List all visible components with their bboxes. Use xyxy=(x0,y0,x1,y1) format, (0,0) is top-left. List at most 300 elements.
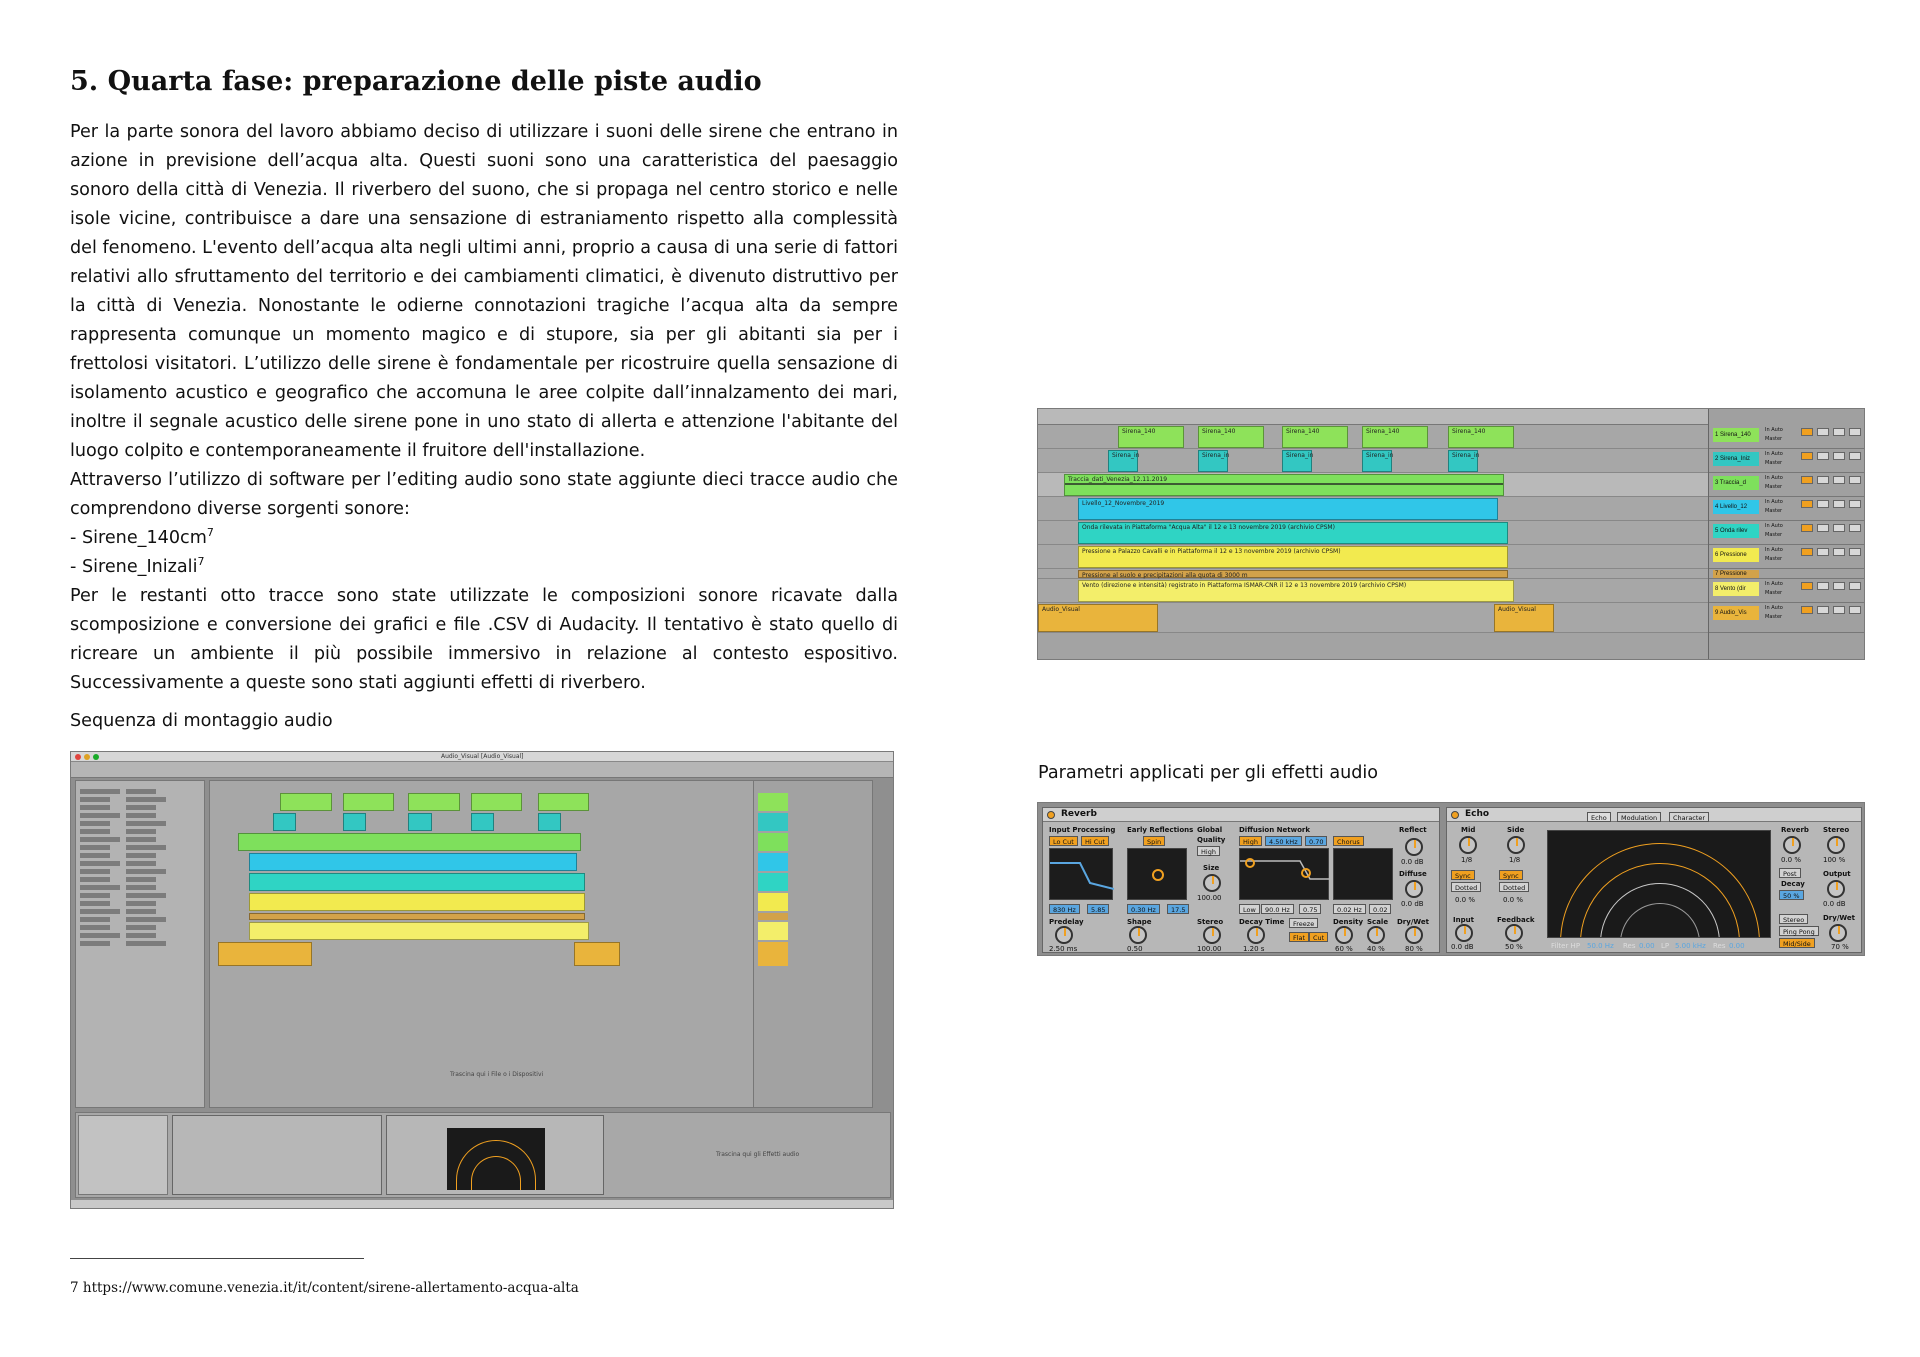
mixer-track xyxy=(1709,521,1865,545)
mini-reverb[interactable] xyxy=(172,1115,382,1195)
browser-item[interactable] xyxy=(126,901,156,906)
input-filter-display[interactable] xyxy=(1049,848,1113,900)
label-feedback: Feedback xyxy=(1497,916,1535,924)
filter-curve-icon xyxy=(1050,849,1114,901)
mixer-track-name[interactable]: 6 Pressione xyxy=(1713,548,1759,562)
audio-clip[interactable] xyxy=(343,793,394,811)
track-lane xyxy=(1038,545,1708,569)
mixer-input-label[interactable]: In Auto xyxy=(1765,499,1783,505)
side-knob[interactable] xyxy=(1507,836,1525,854)
label-diffuse: Diffuse xyxy=(1399,870,1427,878)
mixer-control[interactable] xyxy=(1833,606,1845,614)
mixer-track xyxy=(1709,497,1865,521)
arrangement-tracks xyxy=(1038,425,1708,660)
mixer-track-chip[interactable] xyxy=(758,922,788,940)
mixer-control[interactable] xyxy=(1849,524,1861,532)
label-decay-time: Decay Time xyxy=(1239,918,1285,926)
browser-item[interactable] xyxy=(126,909,156,914)
mixer-input-label[interactable]: In Auto xyxy=(1765,427,1783,433)
close-icon[interactable] xyxy=(75,754,81,760)
mixer-track-name[interactable]: 2 Sirena_Iniz xyxy=(1713,452,1759,466)
dry-wet-value: 80 % xyxy=(1405,945,1423,953)
mixer-control[interactable] xyxy=(1801,476,1813,484)
mixer-track-chip[interactable] xyxy=(758,913,788,920)
audio-clip[interactable] xyxy=(249,922,589,940)
audio-clip[interactable] xyxy=(1038,604,1158,632)
browser-item[interactable] xyxy=(126,845,166,850)
mixer-input-label[interactable]: In Auto xyxy=(1765,451,1783,457)
res-value[interactable]: 0.00 xyxy=(1639,942,1655,950)
browser-item[interactable] xyxy=(126,925,156,930)
chorus-button[interactable]: Chorus xyxy=(1333,836,1364,846)
predelay-knob[interactable] xyxy=(1055,926,1073,944)
minimize-icon[interactable] xyxy=(84,754,90,760)
label-output: Output xyxy=(1823,870,1851,878)
mid-sync-button[interactable]: Sync xyxy=(1451,870,1475,880)
paragraph-remaining: Per le restanti otto tracce sono state utilizzate le composizioni sonore ricavate dalla scomposizione e conversione dei grafici e file .CSV di Audacity. Il tentativo è stato quello di ricreare un ambiente il più possibile immersivo in relazione al contesto espositivo. Successivamente a queste sono stati aggiunti effetti di riverbero. xyxy=(70,586,898,693)
browser-item[interactable] xyxy=(80,789,120,794)
track-lane xyxy=(1038,425,1708,449)
audio-clip[interactable] xyxy=(343,813,366,831)
mixer-output-label[interactable]: Master xyxy=(1765,556,1783,562)
tab-character[interactable]: Character xyxy=(1669,812,1709,822)
tab-echo[interactable]: Echo xyxy=(1587,812,1611,822)
mixer-control[interactable] xyxy=(1817,476,1829,484)
browser-panel xyxy=(75,780,205,1108)
arrangement-screenshot xyxy=(1037,408,1865,660)
browser-item[interactable] xyxy=(126,885,156,890)
mixer-track-name[interactable]: 4 Livello_12 xyxy=(1713,500,1759,514)
browser-item[interactable] xyxy=(80,893,110,898)
flat-button[interactable]: Flat xyxy=(1289,932,1309,942)
browser-item[interactable] xyxy=(126,789,156,794)
clip-name: Pressione a Palazzo Cavalli e in Piattaforma il 12 e 13 novembre 2019 (archivio CPSM) xyxy=(1082,548,1341,555)
low-freq-field[interactable]: 90.0 Hz xyxy=(1261,904,1294,914)
mixer-control[interactable] xyxy=(1801,548,1813,556)
footnote-divider xyxy=(70,1258,364,1259)
shape-knob[interactable] xyxy=(1129,926,1147,944)
mixer-output-label[interactable]: Master xyxy=(1765,614,1783,620)
label-predelay: Predelay xyxy=(1049,918,1084,926)
side-sync-button[interactable]: Sync xyxy=(1499,870,1523,880)
side-mode-select[interactable]: Dotted xyxy=(1499,882,1529,892)
echo-device xyxy=(1446,807,1862,953)
reflect-value: 0.0 dB xyxy=(1401,858,1424,866)
audio-clip[interactable] xyxy=(249,873,584,891)
clip-name: Pressione al suolo e precipitazioni alla quota di 3000 m xyxy=(1082,572,1248,579)
stereo-knob[interactable] xyxy=(1827,836,1845,854)
drop-hint: Trascina qui i File o i Dispositivi xyxy=(450,1071,544,1078)
audio-clip[interactable] xyxy=(1448,450,1478,472)
mixer-track xyxy=(1709,603,1865,633)
audio-clip[interactable] xyxy=(1282,450,1312,472)
effects-drop-hint: Trascina qui gli Effetti audio xyxy=(716,1151,800,1158)
early-reflections-display[interactable] xyxy=(1127,848,1187,900)
mixer-control[interactable] xyxy=(1849,428,1861,436)
diffusion-display[interactable] xyxy=(1239,848,1329,900)
density-knob[interactable] xyxy=(1335,926,1353,944)
mixer-control[interactable] xyxy=(1833,428,1845,436)
audio-clip[interactable] xyxy=(273,813,296,831)
browser-item[interactable] xyxy=(126,869,166,874)
mixer-track-chip[interactable] xyxy=(758,942,788,966)
browser-item[interactable] xyxy=(126,829,156,834)
decay-time-value: 1.20 s xyxy=(1243,945,1265,953)
scale-knob[interactable] xyxy=(1367,926,1385,944)
power-icon[interactable] xyxy=(1451,811,1459,819)
mixer-control[interactable] xyxy=(1833,524,1845,532)
mixer-control[interactable] xyxy=(1849,476,1861,484)
dry-wet-knob[interactable] xyxy=(1405,926,1423,944)
track-lane xyxy=(1038,603,1708,633)
mixer-control[interactable] xyxy=(1849,452,1861,460)
browser-item[interactable] xyxy=(80,861,120,866)
chorus-amount-field[interactable]: 0.02 xyxy=(1369,904,1391,914)
label-density: Density xyxy=(1333,918,1364,926)
browser-item[interactable] xyxy=(126,933,156,938)
label-reflect: Reflect xyxy=(1399,826,1427,834)
output-value: 0.0 dB xyxy=(1823,900,1846,908)
browser-item[interactable] xyxy=(126,917,166,922)
label-scale: Scale xyxy=(1367,918,1389,926)
audio-clip[interactable] xyxy=(1108,450,1138,472)
echo-visualizer[interactable] xyxy=(1547,830,1771,938)
browser-item[interactable] xyxy=(80,933,120,938)
browser-item[interactable] xyxy=(126,813,156,818)
size-knob[interactable] xyxy=(1203,874,1221,892)
audio-clip[interactable] xyxy=(218,942,312,966)
er-freq-field[interactable]: 0.30 Hz xyxy=(1127,904,1160,914)
footnote-ref: 7 xyxy=(197,555,205,569)
audio-clip[interactable] xyxy=(408,793,459,811)
mid-mode-select[interactable]: Dotted xyxy=(1451,882,1481,892)
maximize-icon[interactable] xyxy=(93,754,99,760)
clip-name: Livello_12_Novembre_2019 xyxy=(1082,500,1165,507)
browser-item[interactable] xyxy=(126,797,166,802)
audio-clip[interactable] xyxy=(1362,450,1392,472)
browser-item[interactable] xyxy=(80,821,110,826)
audio-clip[interactable] xyxy=(1064,474,1504,496)
mixer-control[interactable] xyxy=(1833,500,1845,508)
mid-knob[interactable] xyxy=(1459,836,1477,854)
dry-wet-knob[interactable] xyxy=(1829,924,1847,942)
stereo-knob[interactable] xyxy=(1203,926,1221,944)
footnote: 7 https://www.comune.venezia.it/it/content/sirene-allertamento-acqua-alta xyxy=(70,1280,579,1296)
input-freq-field[interactable]: 830 Hz xyxy=(1049,904,1080,914)
mixer-input-label[interactable]: In Auto xyxy=(1765,523,1783,529)
audio-clip[interactable] xyxy=(538,813,561,831)
track-lane xyxy=(1038,449,1708,473)
browser-item[interactable] xyxy=(126,821,166,826)
cut-button[interactable]: Cut xyxy=(1309,932,1328,942)
mixer-control[interactable] xyxy=(1801,500,1813,508)
audio-clip[interactable] xyxy=(1198,426,1264,448)
shape-value: 0.50 xyxy=(1127,945,1143,953)
reverb-knob[interactable] xyxy=(1783,836,1801,854)
label-input: Input xyxy=(1453,916,1474,924)
mixer-control[interactable] xyxy=(1833,476,1845,484)
label-mid: Mid xyxy=(1461,826,1476,834)
mixer-track-name[interactable]: 1 Sirena_140 xyxy=(1713,428,1759,442)
mixer-control[interactable] xyxy=(1817,548,1829,556)
mixer-track-name[interactable]: 3 Traccia_d xyxy=(1713,476,1759,490)
high-amount-field[interactable]: 0.70 xyxy=(1305,836,1327,846)
mixer-control[interactable] xyxy=(1849,548,1861,556)
mixer-track xyxy=(1709,473,1865,497)
audio-clip[interactable] xyxy=(1078,498,1498,520)
list-item-text: - Sirene_Inizali xyxy=(70,557,198,577)
audio-clip[interactable] xyxy=(1078,546,1508,568)
caption-audio-effects: Parametri applicati per gli effetti audio xyxy=(1038,763,1379,783)
body-text xyxy=(70,118,898,698)
audio-clip[interactable] xyxy=(1198,450,1228,472)
mixer-input-label[interactable]: In Auto xyxy=(1765,605,1783,611)
reverb-device xyxy=(1042,807,1440,953)
clip-name: Onda rilevata in Piattaforma "Acqua Alta" il 12 e 13 novembre 2019 (archivio CPSM) xyxy=(1082,524,1335,531)
waveform xyxy=(1065,483,1503,485)
res2-value[interactable]: 0.00 xyxy=(1729,942,1745,950)
browser-item[interactable] xyxy=(80,909,120,914)
er-amount-field[interactable]: 17.5 xyxy=(1167,904,1189,914)
audio-clip[interactable] xyxy=(1362,426,1428,448)
browser-item[interactable] xyxy=(80,829,110,834)
label-size: Size xyxy=(1203,864,1220,872)
browser-item[interactable] xyxy=(126,877,156,882)
mixer-control[interactable] xyxy=(1801,428,1813,436)
mixer-control[interactable] xyxy=(1849,606,1861,614)
audio-clip[interactable] xyxy=(1448,426,1514,448)
res-label: Res xyxy=(1623,942,1636,950)
audio-clip[interactable] xyxy=(238,833,581,851)
browser-item[interactable] xyxy=(126,853,156,858)
browser-item[interactable] xyxy=(80,877,110,882)
reflect-knob[interactable] xyxy=(1405,838,1423,856)
mixer-input-label[interactable]: In Auto xyxy=(1765,475,1783,481)
spin-button[interactable]: Spin xyxy=(1143,836,1165,846)
mid-side-button[interactable]: Mid/Side xyxy=(1779,938,1815,948)
browser-item[interactable] xyxy=(80,805,110,810)
mixer-output-label[interactable]: Master xyxy=(1765,590,1783,596)
mixer-control[interactable] xyxy=(1801,524,1813,532)
clip-name: Audio_Visual xyxy=(1498,606,1536,613)
mixer-output-label[interactable]: Master xyxy=(1765,484,1783,490)
list-item xyxy=(70,524,898,553)
audio-clip[interactable] xyxy=(1282,426,1348,448)
ping-pong-button[interactable]: Ping Pong xyxy=(1779,926,1819,936)
track-lane xyxy=(1038,497,1708,521)
stereo-value: 100.00 xyxy=(1197,945,1222,953)
mixer-track-name[interactable]: 7 Pressione xyxy=(1713,570,1759,578)
paragraph-intro: Per la parte sonora del lavoro abbiamo deciso di utilizzare i suoni delle sirene che entrano in azione in previsione dell’acqua alta. Questi suoni sono una caratteristica del paesaggio sonoro della città di Venezia. Il riverbero del suono, che si propaga nel centro storico e nelle isole vicine, contribuisce a dare una sensazione di estraniamento rispetto alla complessità del fenomeno. L'evento dell’acqua alta negli ultimi anni, proprio a causa di una serie di fattori relativi allo sfruttamento del territorio e dei cambiamenti climatici, è divenuto distruttivo per la città di Venezia. Nonostante le odierne connotazioni tragiche l’acqua alta da sempre rappresenta comunque un momento magico e di stupore, sia per gli abitanti sia per i frettolosi visitatori. L’utilizzo delle sirene è fondamentale per ricostruire quella sensazione di isolamento acustico e geografico che accomuna le aree colpite dall’innalzamento dei mari, inoltre il segnale acustico delle sirene pone in uno stato di allerta e attenzione l'abitante del luogo colpito e contemporaneamente il fruitore dell'installazione. xyxy=(70,122,898,461)
mixer-track-chip[interactable] xyxy=(758,853,788,871)
mixer-control[interactable] xyxy=(1833,582,1845,590)
mixer-input-label[interactable]: In Auto xyxy=(1765,547,1783,553)
clip-name: Sirena_in xyxy=(1202,452,1230,459)
audio-clip[interactable] xyxy=(471,813,494,831)
transport-bar xyxy=(71,762,894,778)
label-stereo: Stereo xyxy=(1823,826,1850,834)
browser-item[interactable] xyxy=(80,901,110,906)
reverb-header xyxy=(1043,808,1439,822)
browser-item[interactable] xyxy=(126,893,166,898)
browser-item[interactable] xyxy=(126,861,156,866)
audio-clip[interactable] xyxy=(1078,580,1514,602)
audio-clip[interactable] xyxy=(471,793,522,811)
mixer-output-label[interactable]: Master xyxy=(1765,460,1783,466)
mixer-track xyxy=(1709,545,1865,569)
window-titlebar xyxy=(71,752,894,762)
mixer-track-chip[interactable] xyxy=(758,893,788,911)
mixer-output-label[interactable]: Master xyxy=(1765,436,1783,442)
clip-name: Audio_Visual xyxy=(1042,606,1080,613)
browser-item[interactable] xyxy=(80,869,110,874)
mixer-control[interactable] xyxy=(1849,582,1861,590)
audio-clip[interactable] xyxy=(1494,604,1554,632)
mixer-track-chip[interactable] xyxy=(758,813,788,831)
browser-item[interactable] xyxy=(126,837,156,842)
label-side: Side xyxy=(1507,826,1525,834)
mixer-control[interactable] xyxy=(1817,582,1829,590)
mixer-control[interactable] xyxy=(1833,548,1845,556)
clip-name: Sirena_140 xyxy=(1366,428,1400,435)
high-button[interactable]: High xyxy=(1239,836,1262,846)
audio-clip[interactable] xyxy=(280,793,331,811)
dry-wet-value: 70 % xyxy=(1831,943,1849,951)
spin-dot-icon xyxy=(1128,849,1188,901)
audio-clip[interactable] xyxy=(574,942,621,966)
paragraph-tracks: Attraverso l’utilizzo di software per l’editing audio sono state aggiunte dieci tracce audio che comprendono diverse sorgenti sonore: xyxy=(70,470,898,519)
mixer-track-chip[interactable] xyxy=(758,873,788,891)
quality-select[interactable]: High xyxy=(1197,846,1220,856)
echo-title: Echo xyxy=(1465,809,1490,819)
timeline-ruler xyxy=(1038,409,1708,425)
power-icon[interactable] xyxy=(1047,811,1055,819)
audio-clip[interactable] xyxy=(408,813,431,831)
browser-item[interactable] xyxy=(80,917,110,922)
label-decay: Decay xyxy=(1781,880,1805,888)
mixer-control[interactable] xyxy=(1817,524,1829,532)
mixer-track-chip[interactable] xyxy=(758,793,788,811)
reverb-value: 0.0 % xyxy=(1781,856,1802,864)
mixer-track-name[interactable]: 8 Vento (dir xyxy=(1713,582,1759,596)
lo-cut-button[interactable]: Lo Cut xyxy=(1049,836,1078,846)
audio-clip[interactable] xyxy=(1078,522,1508,544)
mixer-control[interactable] xyxy=(1801,582,1813,590)
audio-clip[interactable] xyxy=(538,793,589,811)
mixer-track xyxy=(1709,449,1865,473)
mixer-output-label[interactable]: Master xyxy=(1765,508,1783,514)
input-width-field[interactable]: 5.85 xyxy=(1087,904,1109,914)
mixer-control[interactable] xyxy=(1817,606,1829,614)
clip-name: Sirena_140 xyxy=(1286,428,1320,435)
window-title: Audio_Visual [Audio_Visual] xyxy=(441,753,524,760)
diffuse-knob[interactable] xyxy=(1405,880,1423,898)
browser-item[interactable] xyxy=(80,837,120,842)
input-knob[interactable] xyxy=(1455,924,1473,942)
mid-value: 1/8 xyxy=(1461,856,1473,864)
mixer-control[interactable] xyxy=(1801,452,1813,460)
decay-time-knob[interactable] xyxy=(1247,926,1265,944)
input-value: 0.0 dB xyxy=(1451,943,1474,951)
label-input-processing: Input Processing xyxy=(1049,826,1116,834)
browser-item[interactable] xyxy=(126,941,166,946)
reverb-position-select[interactable]: Post xyxy=(1779,868,1801,878)
audio-clip[interactable] xyxy=(249,853,577,871)
clip-name: Sirena_in xyxy=(1366,452,1394,459)
label-dry-wet: Dry/Wet xyxy=(1397,918,1429,926)
label-diffusion-network: Diffusion Network xyxy=(1239,826,1310,834)
mixer-input-label[interactable]: In Auto xyxy=(1765,581,1783,587)
browser-item[interactable] xyxy=(126,805,156,810)
scale-value: 40 % xyxy=(1367,945,1385,953)
mixer-control[interactable] xyxy=(1849,500,1861,508)
diffusion-curve-icon xyxy=(1240,849,1330,901)
chorus-display[interactable] xyxy=(1333,848,1393,900)
chorus-rate-field[interactable]: 0.02 Hz xyxy=(1333,904,1366,914)
browser-item[interactable] xyxy=(80,845,110,850)
side-value: 1/8 xyxy=(1509,856,1521,864)
browser-item[interactable] xyxy=(80,813,120,818)
clip-name: Sirena_140 xyxy=(1122,428,1156,435)
browser-item[interactable] xyxy=(80,885,120,890)
mixer-control[interactable] xyxy=(1833,452,1845,460)
audio-clip[interactable] xyxy=(249,893,584,911)
audio-clip[interactable] xyxy=(249,913,584,920)
feedback-knob[interactable] xyxy=(1505,924,1523,942)
mixer-track-name[interactable]: 5 Onda rilev xyxy=(1713,524,1759,538)
freeze-button[interactable]: Freeze xyxy=(1289,918,1318,928)
side-offset-value: 0.0 % xyxy=(1503,896,1524,904)
live-mixer xyxy=(753,780,873,1108)
label-reverb: Reverb xyxy=(1781,826,1809,834)
mixer-control[interactable] xyxy=(1817,452,1829,460)
mixer-output-label[interactable]: Master xyxy=(1765,532,1783,538)
mixer-track-chip[interactable] xyxy=(758,833,788,851)
browser-item[interactable] xyxy=(80,797,110,802)
live-arrangement xyxy=(209,780,771,1108)
res2-label: Res xyxy=(1713,942,1726,950)
filter-hp-label: Filter HP xyxy=(1551,942,1581,950)
list-item-text: - Sirene_140cm xyxy=(70,528,207,548)
audio-clip[interactable] xyxy=(1118,426,1184,448)
label-dry-wet: Dry/Wet xyxy=(1823,914,1855,922)
decay-field[interactable]: 50 % xyxy=(1779,890,1804,900)
browser-item[interactable] xyxy=(80,925,110,930)
mixer-control[interactable] xyxy=(1817,500,1829,508)
feedback-value: 50 % xyxy=(1505,943,1523,951)
low-amount-field[interactable]: 0.75 xyxy=(1299,904,1321,914)
stereo-mode-button[interactable]: Stereo xyxy=(1779,914,1808,924)
low-button[interactable]: Low xyxy=(1239,904,1260,914)
browser-item[interactable] xyxy=(80,941,110,946)
mini-echo[interactable] xyxy=(386,1115,604,1195)
label-stereo: Stereo xyxy=(1197,918,1224,926)
lp-value[interactable]: 5.00 kHz xyxy=(1675,942,1706,950)
mixer-track-name[interactable]: 9 Audio_Vis xyxy=(1713,606,1759,620)
hi-cut-button[interactable]: Hi Cut xyxy=(1081,836,1109,846)
filter-hp-value[interactable]: 50.0 Hz xyxy=(1587,942,1614,950)
high-freq-field[interactable]: 4.50 kHz xyxy=(1265,836,1302,846)
tab-modulation[interactable]: Modulation xyxy=(1617,812,1661,822)
clip-name: Traccia_dati_Venezia_12.11.2019 xyxy=(1068,476,1168,483)
reverb-title: Reverb xyxy=(1061,809,1097,819)
browser-item[interactable] xyxy=(80,853,110,858)
mixer-control[interactable] xyxy=(1801,606,1813,614)
audio-clip[interactable] xyxy=(1078,570,1508,578)
mixer-control[interactable] xyxy=(1817,428,1829,436)
output-knob[interactable] xyxy=(1827,880,1845,898)
label-early-reflections: Early Reflections xyxy=(1127,826,1194,834)
